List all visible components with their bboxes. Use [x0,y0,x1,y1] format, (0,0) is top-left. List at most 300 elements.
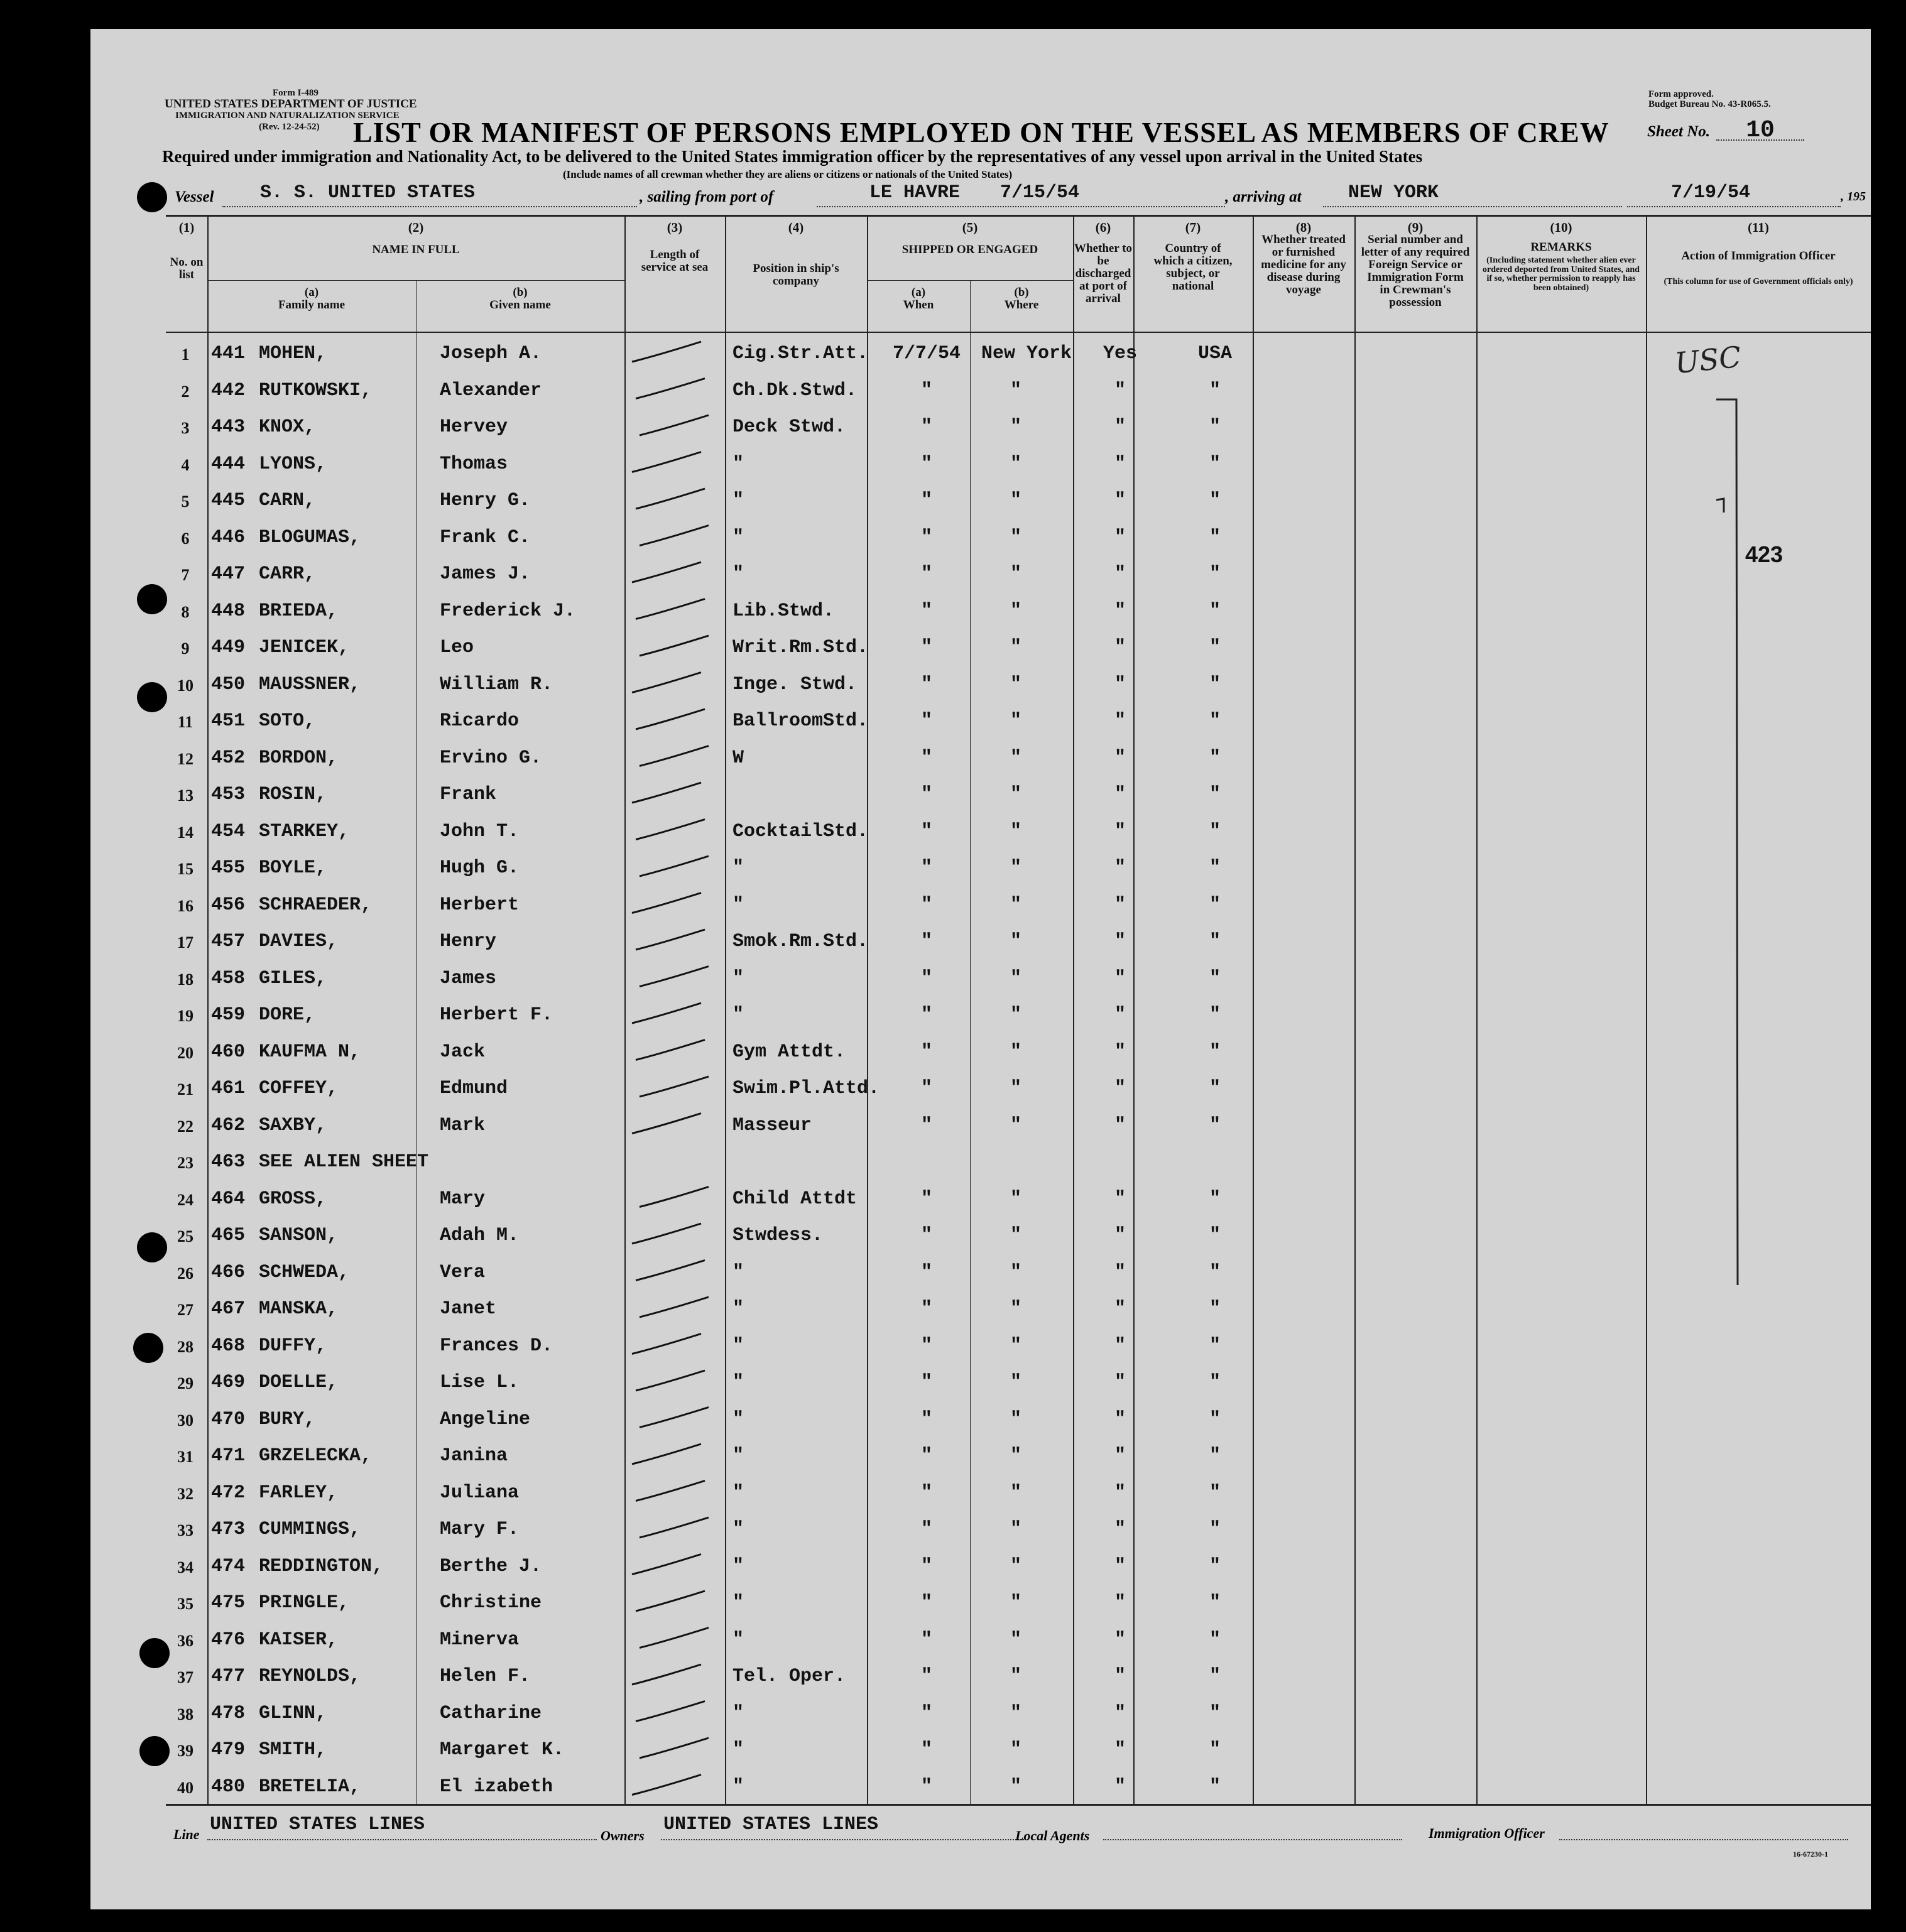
family-name: JENICEK, [259,637,350,658]
family-name: BRETELIA, [259,1776,361,1798]
family-name: FARLEY, [259,1482,339,1504]
family-name: GILES, [259,968,327,989]
shipped-where: " [1010,894,1021,916]
sailing-label: , sailing from port of [640,188,774,205]
shipped-where: " [1010,747,1021,769]
given-name: James J. [440,563,531,585]
row-number: 17 [177,933,193,952]
nationality: " [1209,490,1221,511]
shipped-where: " [1010,1262,1021,1283]
row-number: 8 [181,603,190,621]
service-check-mark [640,1517,709,1538]
shipped-where: New York [981,343,1072,364]
shipped-when: " [920,1629,932,1651]
given-name: Berthe J. [440,1556,542,1577]
crew-list-id: 479 [211,1739,246,1761]
nationality: " [1209,674,1221,695]
service-check-mark [640,636,709,656]
crew-list-id: 465 [211,1225,246,1246]
position: " [732,563,744,585]
service-check-mark [640,1187,709,1207]
position: Deck Stwd. [732,416,846,438]
discharged: " [1114,1666,1126,1687]
col2b-header: Given name [489,298,551,312]
position: Smok.Rm.Std. [732,931,869,952]
nationality: " [1209,600,1221,622]
family-name: DAVIES, [259,931,339,952]
given-name: Frank [440,784,497,805]
col10-number: (10) [1550,220,1572,235]
crew-list-id: 467 [211,1298,246,1320]
discharged: " [1114,1078,1126,1099]
col5a-letter: (a) [911,286,926,299]
crew-list-id: 474 [211,1556,246,1577]
discharged: " [1114,894,1126,916]
row-number: 11 [177,713,193,731]
crew-list-id: 452 [211,747,246,769]
position: " [732,1372,744,1393]
col10-header: REMARKS [1530,241,1592,254]
shipped-when: " [920,1445,932,1467]
discharged: " [1114,931,1126,952]
service-check-mark [632,1334,701,1354]
nationality: " [1209,1629,1221,1651]
nationality: " [1209,1225,1221,1246]
nationality: " [1209,1739,1221,1761]
shipped-when: " [920,1041,932,1063]
crew-list-id: 461 [211,1078,246,1099]
row-number: 37 [177,1668,193,1686]
service-check-mark [640,967,709,987]
position: Masseur [732,1115,812,1136]
position: " [732,1776,744,1798]
row-number: 10 [177,676,193,695]
arrival-port: NEW YORK [1348,182,1439,204]
footer-officer-label: Immigration Officer [1429,1825,1545,1841]
service-check-mark [632,342,701,362]
given-name: Thomas [440,453,508,475]
discharged: " [1114,1298,1126,1320]
service-check-mark [640,856,709,876]
nationality: " [1209,1298,1221,1320]
row-number: 3 [181,419,190,437]
footer-owners-label: Owners [601,1828,645,1843]
shipped-where: " [1010,1666,1021,1687]
crew-list-id: 463 [211,1151,246,1173]
shipped-when: " [920,1262,932,1283]
footer-officer-field [1559,1814,1848,1840]
discharged: " [1114,1445,1126,1467]
shipped-when: " [920,1519,932,1540]
sheet-number: 10 [1746,117,1775,144]
col7-header: Country of which a citizen, subject, or national [1153,242,1233,293]
discharged: " [1114,1776,1126,1798]
row-number: 20 [177,1044,193,1062]
discharged: " [1114,674,1126,695]
discharged: " [1114,747,1126,769]
discharged: " [1114,1519,1126,1540]
shipped-when: " [920,1592,932,1614]
row-number: 31 [177,1448,193,1466]
row-number: 34 [177,1558,193,1577]
footer-code: 16-67230-1 [1793,1850,1828,1859]
shipped-when: " [920,857,932,879]
col2b-letter: (b) [513,286,528,299]
discharged: " [1114,710,1126,732]
position: " [732,857,744,879]
row-number: 26 [177,1264,193,1283]
nationality: " [1209,1592,1221,1614]
given-name: Henry [440,931,497,952]
family-name: BRIEDA, [259,600,339,622]
family-name: DOELLE, [259,1372,339,1393]
family-name: SOTO, [259,710,316,732]
shipped-where: " [1010,490,1021,511]
position: " [732,1004,744,1026]
shipped-when: " [920,380,932,401]
discharged: " [1114,527,1126,548]
shipped-where: " [1010,1592,1021,1614]
shipped-when: " [920,1115,932,1136]
shipped-when: " [920,1078,932,1099]
discharged: " [1114,1188,1126,1210]
service-check-mark [636,709,705,729]
family-name: SCHWEDA, [259,1262,350,1283]
given-name: Herbert [440,894,520,916]
service-check-mark [640,1077,709,1097]
crew-list-id: 443 [211,416,246,438]
row-number: 33 [177,1521,193,1539]
position: Stwdess. [732,1225,824,1246]
position: " [732,1592,744,1614]
shipped-where: " [1010,416,1021,438]
crew-list-id: 453 [211,784,246,805]
shipped-where: " [1010,380,1021,401]
discharged: " [1114,1629,1126,1651]
shipped-where: " [1010,674,1021,695]
col5-number: (5) [962,220,978,235]
discharged: " [1114,784,1126,805]
given-name: Margaret K. [440,1739,565,1761]
given-name: Frederick J. [440,600,576,622]
discharged: " [1114,1703,1126,1724]
service-check-mark [640,746,709,766]
col2-number: (2) [408,220,424,235]
shipped-when: " [920,747,932,769]
service-check-mark [636,489,705,509]
service-check-mark [632,783,701,803]
punch-hole-7 [139,1736,170,1766]
col5b-header: Where [1004,298,1039,312]
crew-list-id: 480 [211,1776,246,1798]
service-check-mark [640,1738,709,1758]
shipped-when: " [920,1776,932,1798]
given-name: Joseph A. [440,343,542,364]
service-check-mark [640,1628,709,1648]
crew-list-id: 464 [211,1188,246,1210]
service-check-mark [636,1370,705,1391]
family-name: REDDINGTON, [259,1556,384,1577]
shipped-where: " [1010,527,1021,548]
shipped-when: " [920,563,932,585]
given-name: Hervey [440,416,508,438]
position: " [732,1556,744,1577]
col4-header: Position in ship's company [753,262,839,288]
service-check-mark [636,1481,705,1501]
nationality: " [1209,821,1221,842]
service-check-mark [632,1664,701,1685]
crew-list-id: 441 [211,343,246,364]
given-name: Ricardo [440,710,520,732]
row-number: 27 [177,1301,193,1319]
service-check-mark [632,1775,701,1795]
row-number: 28 [177,1338,193,1356]
col4-number: (4) [788,220,804,235]
nationality: " [1209,637,1221,658]
service-check-mark [640,1297,709,1317]
col1-header: No. on list [170,256,204,281]
discharged: " [1114,1556,1126,1577]
usc-annotation: USC [1673,339,1743,381]
position: " [732,490,744,511]
given-name: Juliana [440,1482,520,1504]
col11-header: Action of Immigration Officer [1681,249,1836,263]
family-name: CARN, [259,490,316,511]
discharged: " [1114,1041,1126,1063]
discharged: " [1114,1335,1126,1357]
nationality: " [1209,931,1221,952]
shipped-where: " [1010,1335,1021,1357]
row-number: 15 [177,860,193,878]
footer-owners-field [661,1814,1024,1840]
shipped-when: " [920,1409,932,1430]
position: Lib.Stwd. [732,600,835,622]
col1-number: (1) [178,220,195,235]
crew-list-id: 477 [211,1666,246,1687]
punch-hole-2 [137,584,167,614]
col11-number: (11) [1748,220,1769,235]
family-name: SMITH, [259,1739,327,1761]
col8-header: Whether treated or furnished medicine for any disease during voyage [1261,233,1346,296]
position: " [732,527,744,548]
service-check-mark [636,820,705,840]
nationality: " [1209,1115,1221,1136]
arrival-date: 7/19/54 [1671,182,1751,204]
col5b-letter: (b) [1014,286,1029,299]
service-check-mark [636,1591,705,1611]
shipped-where: " [1010,1445,1021,1467]
nationality: " [1209,710,1221,732]
position: Swim.Pl.Attd. [732,1078,880,1099]
footer-line-field [207,1814,597,1840]
discharged: " [1114,1372,1126,1393]
nationality: " [1209,784,1221,805]
shipped-where: " [1010,1556,1021,1577]
departure-port: LE HAVRE [869,182,961,204]
given-name: Hugh G. [440,857,520,879]
punch-hole-1 [137,182,167,212]
family-name: GLINN, [259,1703,327,1724]
shipped-where: " [1010,1739,1021,1761]
row-number: 9 [181,639,190,658]
punch-hole-4 [137,1232,167,1262]
footer-agents-label: Local Agents [1015,1828,1090,1843]
col2a-letter: (a) [304,286,319,299]
row-number: 4 [181,456,190,474]
given-name: Angeline [440,1409,531,1430]
discharged: " [1114,490,1126,511]
nationality: " [1209,1703,1221,1724]
col9-header: Serial number and letter of any required Foreign Service or Immigration Form in Crewman's possession [1361,233,1470,309]
given-name: Helen F. [440,1666,531,1687]
shipped-where: " [1010,1519,1021,1540]
row-number: 29 [177,1374,193,1392]
service-check-mark [636,379,705,399]
discharged: " [1114,1225,1126,1246]
handwriting-overlay [90,29,1871,1909]
nationality: " [1209,747,1221,769]
service-check-mark [636,1040,705,1060]
shipped-when: " [920,710,932,732]
service-check-mark [632,1555,701,1575]
position: Cig.Str.Att. [732,343,869,364]
service-check-mark [632,1444,701,1464]
footer-line: UNITED STATES LINES [210,1814,425,1835]
given-name: Henry G. [440,490,531,511]
family-name: KAISER, [259,1629,339,1651]
row-number: 32 [177,1485,193,1503]
shipped-where: " [1010,1225,1021,1246]
footer-agents-field [1103,1814,1402,1840]
col3-header: Length of service at sea [641,248,709,274]
shipped-when: " [920,600,932,622]
col6-header: Whether to be discharged at port of arrival [1074,242,1132,305]
shipped-when: " [920,490,932,511]
shipped-when: " [920,1188,932,1210]
given-name: Christine [440,1592,542,1614]
row-number: 22 [177,1117,193,1136]
shipped-when: " [920,821,932,842]
nationality: " [1209,1519,1221,1540]
shipped-when: " [920,784,932,805]
given-name: Frank C. [440,527,531,548]
discharged: " [1114,857,1126,879]
crew-list-id: 454 [211,821,246,842]
crew-list-id: 472 [211,1482,246,1504]
row-number: 7 [181,566,190,584]
crew-list-id: 459 [211,1004,246,1026]
crew-list-id: 471 [211,1445,246,1467]
family-name: CARR, [259,563,316,585]
row-number: 36 [177,1632,193,1650]
nationality: " [1209,857,1221,879]
footer-line-label: Line [173,1826,200,1842]
form-approved: Form approved. [1648,89,1714,99]
vessel-name: S. S. UNITED STATES [260,182,476,204]
position: CocktailStd. [732,821,869,842]
shipped-when: " [920,1372,932,1393]
row-number: 25 [177,1227,193,1245]
shipped-when: " [920,931,932,952]
given-name: Mary [440,1188,486,1210]
crew-list-id: 457 [211,931,246,952]
crew-list-id: 446 [211,527,246,548]
col11-subheader: (This column for use of Government officials only) [1664,277,1853,286]
row-number: 21 [177,1080,193,1099]
position: BallroomStd. [732,710,869,732]
discharged: " [1114,821,1126,842]
nationality: " [1209,1335,1221,1357]
nationality: " [1209,894,1221,916]
vessel-label: Vessel [175,188,214,205]
family-name: DUFFY, [259,1335,327,1357]
given-name: Vera [440,1262,486,1283]
col3-number: (3) [667,220,683,235]
given-name: El izabeth [440,1776,553,1798]
crew-list-id: 458 [211,968,246,989]
crew-list-id: 450 [211,674,246,695]
shipped-where: " [1010,1078,1021,1099]
discharged: " [1114,1739,1126,1761]
shipped-where: " [1010,1629,1021,1651]
department: UNITED STATES DEPARTMENT OF JUSTICE [165,97,417,111]
service-check-mark [632,1224,701,1244]
crew-list-id: 445 [211,490,246,511]
shipped-where: " [1010,453,1021,475]
crew-list-id: 449 [211,637,246,658]
row-number: 6 [181,529,190,548]
row-number: 1 [181,345,190,364]
col7-number: (7) [1185,220,1201,235]
nationality: " [1209,1482,1221,1504]
service-check-mark [640,1408,709,1428]
given-name: Adah M. [440,1225,520,1246]
nationality: " [1209,1556,1221,1577]
shipped-where: " [1010,1703,1021,1724]
crew-list-id: 478 [211,1703,246,1724]
shipped-when: " [920,674,932,695]
nationality: " [1209,968,1221,989]
shipped-when: " [920,1004,932,1026]
nationality: " [1209,1188,1221,1210]
shipped-where: " [1010,857,1021,879]
shipped-where: " [1010,821,1021,842]
row-number: 24 [177,1191,193,1209]
crew-list-id: 456 [211,894,246,916]
family-name: PRINGLE, [259,1592,350,1614]
position: " [732,1519,744,1540]
departure-date: 7/15/54 [1000,182,1080,204]
punch-hole-5 [133,1333,163,1363]
shipped-where: " [1010,1004,1021,1026]
nationality: " [1209,1004,1221,1026]
crew-list-id: 451 [211,710,246,732]
family-name: COFFEY, [259,1078,339,1099]
crew-list-id: 470 [211,1409,246,1430]
col5a-header: When [903,298,934,312]
position: " [732,1629,744,1651]
col2a-header: Family name [278,298,346,312]
position: Gym Attdt. [732,1041,846,1063]
punch-hole-6 [139,1638,170,1668]
nationality: " [1209,1041,1221,1063]
revision: (Rev. 12-24-52) [259,122,320,132]
shipped-where: " [1010,1482,1021,1504]
family-name: DORE, [259,1004,316,1026]
row-number: 30 [177,1411,193,1430]
discharged: " [1114,1592,1126,1614]
shipped-where: " [1010,1041,1021,1063]
